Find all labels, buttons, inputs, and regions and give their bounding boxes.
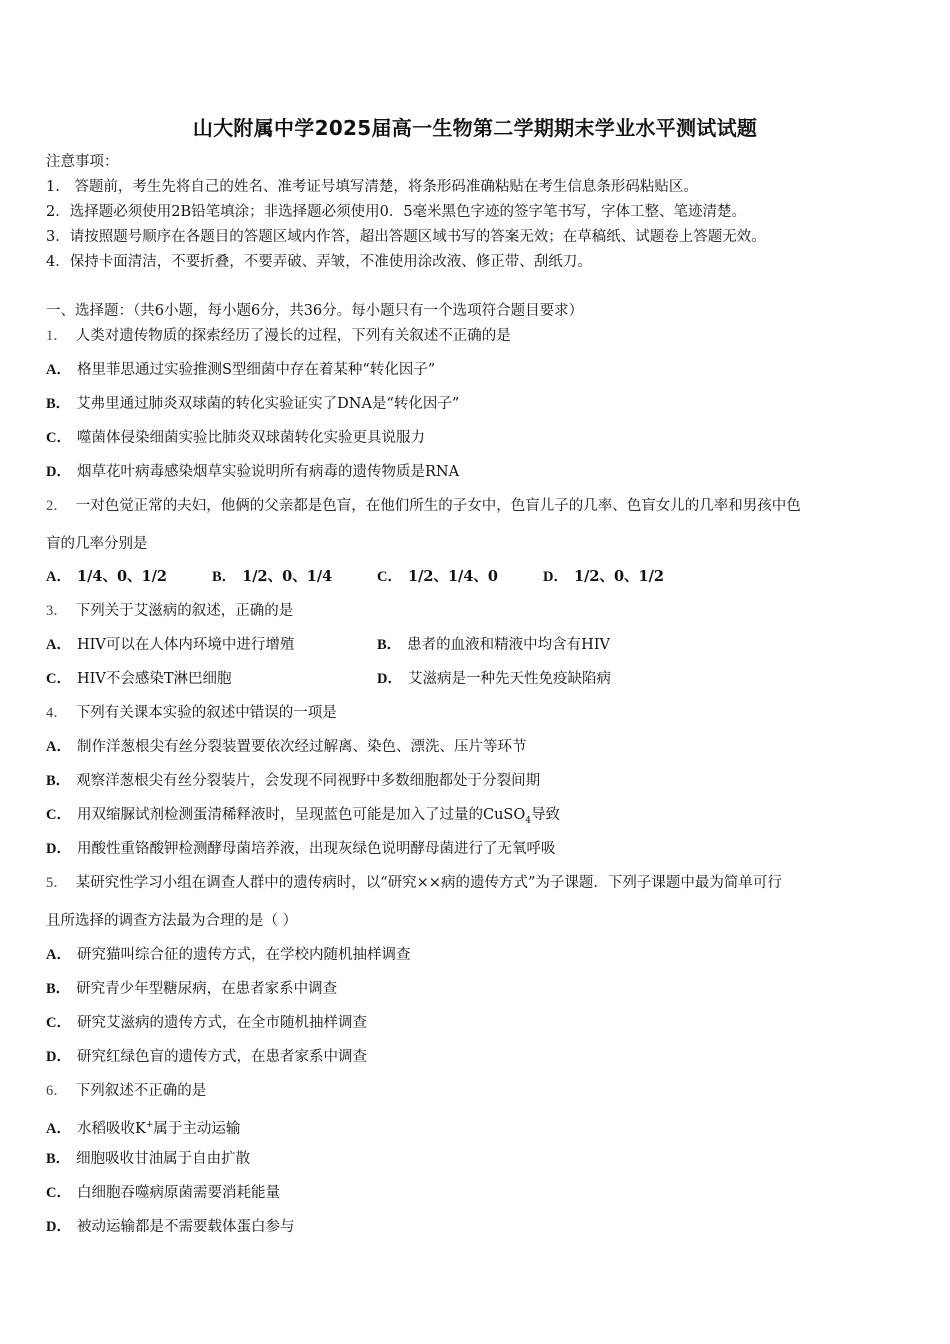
q4-option-d: D． 用酸性重铬酸钾检测酵母菌培养液，出现灰绿色说明酵母菌进行了无氧呼吸	[46, 841, 556, 857]
question-number: 3．	[46, 603, 68, 619]
q4-option-b: B． 观察洋葱根尖有丝分裂装片，会发现不同视野中多数细胞都处于分裂间期	[46, 773, 541, 789]
q6-option-d: D． 被动运输都是不需要载体蛋白参与	[46, 1219, 295, 1235]
q6-option-c: C． 白细胞吞噬病原菌需要消耗能量	[46, 1185, 280, 1201]
q1-option-d: D． 烟草花叶病毒感染烟草实验说明所有病毒的遗传物质是RNA	[46, 464, 460, 480]
q5-option-b: B． 研究青少年型糖尿病，在患者家系中调查	[46, 981, 338, 997]
question-text: 下列有关课本实验的叙述中错误的一项是	[75, 705, 337, 721]
q6-option-a: A． 水稻吸收K+属于主动运输	[46, 1120, 241, 1137]
q1-option-b: B． 艾弗里通过肺炎双球菌的转化实验证实了DNA是“转化因子”	[46, 396, 460, 412]
q2-option-d: D． 1/2、0、1/2	[543, 568, 665, 585]
q1-option-c: C． 噬菌体侵染细菌实验比肺炎双球菌转化实验更具说服力	[46, 430, 425, 446]
question-text: 下列关于艾滋病的叙述，正确的是	[75, 603, 294, 619]
question-text: 某研究性学习小组在调查人群中的遗传病时，以“研究××病的遗传方式”为子课题．下列子课题中最为简单可行	[75, 875, 782, 891]
question-4-stem	[46, 703, 337, 723]
notice-item: 2．选择题必须使用2B铅笔填涂；非选择题必须使用0．5毫米黑色字迹的签字笔书写，字体工整、笔迹清楚。	[46, 204, 747, 220]
q6-option-b: B． 细胞吸收甘油属于自由扩散	[46, 1151, 251, 1167]
notice-item: 3．请按照题号顺序在各题目的答题区域内作答，超出答题区域书写的答案无效；在草稿纸、试题卷上答题无效。	[46, 229, 766, 245]
question-text: 人类对遗传物质的探索经历了漫长的过程，下列有关叙述不正确的是	[75, 328, 511, 344]
q5-option-c: C． 研究艾滋病的遗传方式，在全市随机抽样调查	[46, 1015, 367, 1031]
q4-option-a: A． 制作洋葱根尖有丝分裂装置要依次经过解离、染色、漂洗、压片等环节	[46, 739, 527, 755]
question-number: 6．	[46, 1083, 68, 1099]
section-heading: 一、选择题：（共6小题，每小题6分，共36分。每小题只有一个选项符合题目要求）	[46, 303, 584, 319]
q2-option-c: C． 1/2、1/4、0	[377, 568, 499, 585]
question-number: 1．	[46, 328, 68, 344]
question-2-stem-cont: 盲的几率分别是	[46, 536, 148, 552]
page-title: 山大附属中学2025届高一生物第二学期期末学业水平测试试题	[192, 116, 758, 140]
question-1-stem	[46, 326, 511, 346]
q3-option-d: D． 艾滋病是一种先天性免疫缺陷病	[377, 671, 611, 687]
question-number: 4．	[46, 705, 68, 721]
q2-option-b: B． 1/2、0、1/4	[212, 568, 333, 585]
question-5-stem-cont: 且所选择的调查方法最为合理的是（ ）	[46, 913, 298, 929]
question-text: 一对色觉正常的夫妇，他俩的父亲都是色盲，在他们所生的子女中，色盲儿子的几率、色盲女儿的几率和男孩中色	[75, 498, 801, 514]
question-2-stem	[46, 496, 801, 516]
question-3-stem	[46, 601, 293, 621]
q4-option-c: C． 用双缩脲试剂检测蛋清稀释液时，呈现蓝色可能是加入了过量的CuSO$_4$导致	[46, 807, 560, 826]
question-number: 5．	[46, 875, 68, 891]
q2-option-a: A． 1/4、0、1/2	[46, 568, 168, 585]
question-6-stem	[46, 1081, 206, 1101]
q3-option-a: A． HIV可以在人体内环境中进行增殖	[46, 637, 295, 653]
question-text: 下列叙述不正确的是	[75, 1083, 207, 1099]
question-5-stem	[46, 873, 782, 893]
q3-option-c: C． HIV不会感染T淋巴细胞	[46, 671, 232, 687]
notice-heading: 注意事项：	[46, 154, 119, 170]
q1-option-a: A． 格里菲思通过实验推测S型细菌中存在着某种“转化因子”	[46, 362, 436, 378]
notice-item: 4．保持卡面清洁，不要折叠，不要弄破、弄皱，不准使用涂改液、修正带、刮纸刀。	[46, 254, 592, 270]
notice-item: 1. 答题前，考生先将自己的姓名、准考证号填写清楚，将条形码准确粘贴在考生信息条形码粘贴区。	[46, 179, 698, 195]
question-number: 2．	[46, 498, 68, 514]
q3-option-b: B． 患者的血液和精液中均含有HIV	[377, 637, 611, 653]
q5-option-a: A． 研究猫叫综合征的遗传方式，在学校内随机抽样调查	[46, 947, 411, 963]
q5-option-d: D． 研究红绿色盲的遗传方式，在患者家系中调查	[46, 1049, 367, 1065]
